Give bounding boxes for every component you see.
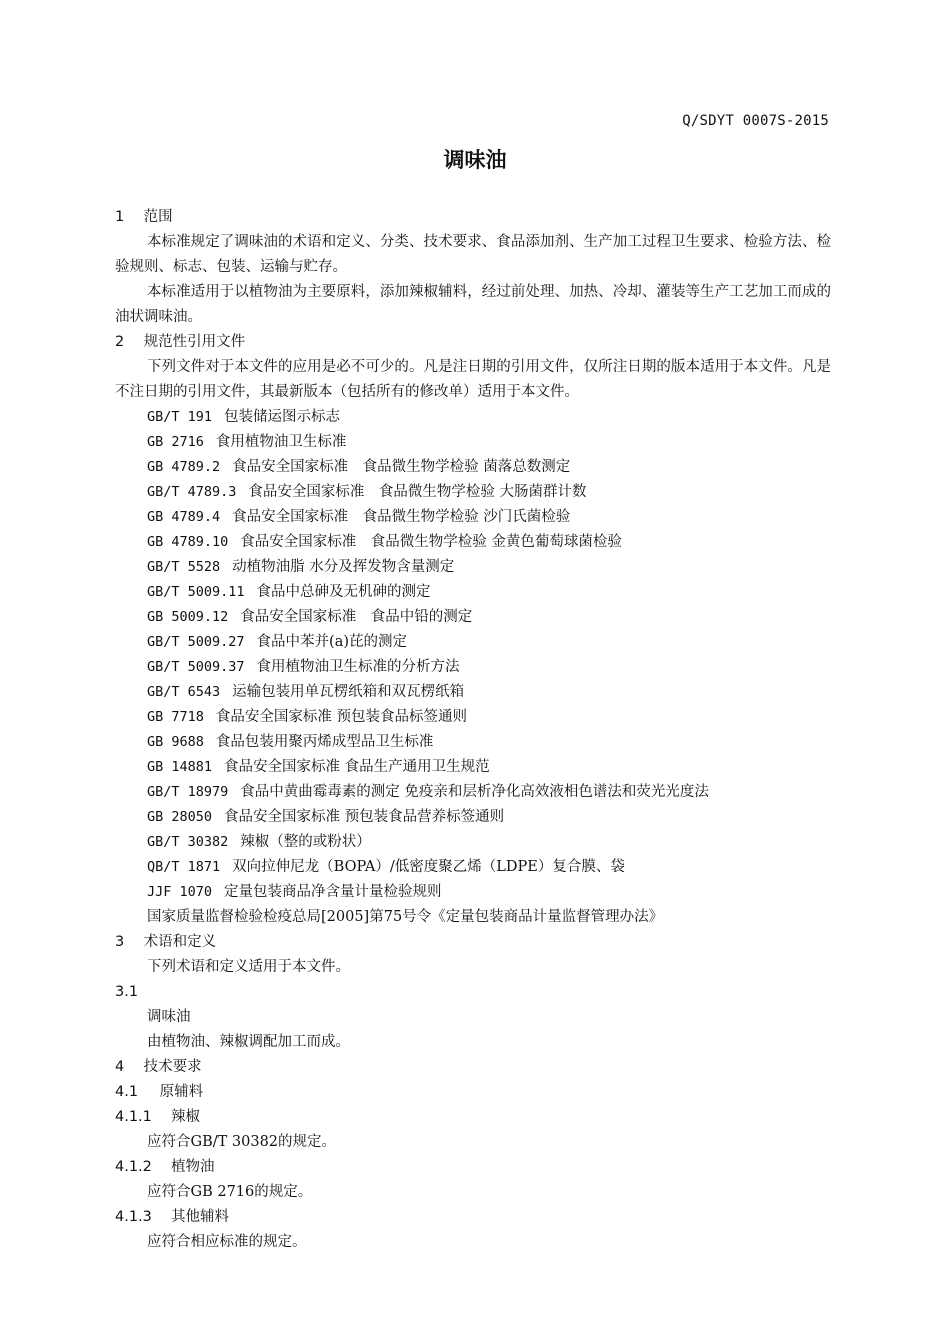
section-title: 规范性引用文件: [143, 334, 246, 350]
clause-heading: [115, 1155, 831, 1180]
standard-number: Q/SDYT 0007S-2015: [682, 113, 829, 129]
reference-code: GB/T 18979: [147, 784, 229, 800]
paragraph: 下列文件对于本文件的应用是必不可少的。凡是注日期的引用文件，仅所注日期的版本适用于本文件。凡是不注日期的引用文件，其最新版本（包括所有的修改单）适用于本文件。: [115, 359, 831, 400]
term-definition: 由植物油、辣椒调配加工而成。: [147, 1034, 350, 1050]
reference-title: 食品安全国家标准 食品微生物学检验 菌落总数测定: [232, 459, 571, 475]
reference-code: GB/T 30382: [147, 834, 229, 850]
section-number: 2: [115, 334, 125, 350]
reference-item: [115, 805, 831, 830]
reference-code: GB 14881: [147, 759, 213, 775]
clause-text: 应符合GB/T 30382的规定。: [147, 1134, 337, 1150]
reference-item: [115, 455, 831, 480]
reference-item: [115, 530, 831, 555]
reference-item: [115, 430, 831, 455]
reference-item: [115, 605, 831, 630]
reference-item: [115, 855, 831, 880]
reference-title: 食品安全国家标准 预包装食品标签通则: [215, 709, 468, 725]
clause-title: 其他辅料: [171, 1209, 229, 1225]
reference-title: 动植物油脂 水分及挥发物含量测定: [232, 559, 455, 575]
reference-title: 食用植物油卫生标准: [215, 434, 347, 450]
section-heading: [115, 330, 831, 355]
clause-number: 4.1.2: [115, 1159, 152, 1175]
section-title: 技术要求: [143, 1059, 202, 1075]
reference-title: 食品安全国家标准 食品微生物学检验 大肠菌群计数: [248, 484, 587, 500]
reference-item: [115, 580, 831, 605]
reference-title: 辣椒（整的或粉状）: [240, 834, 371, 850]
reference-item: [115, 405, 831, 430]
document-body: [115, 205, 831, 1255]
reference-code: QB/T 1871: [147, 859, 221, 875]
reference-title: 食品安全国家标准 预包装食品营养标签通则: [224, 809, 505, 825]
reference-title: 食品安全国家标准 食品微生物学检验 沙门氏菌检验: [232, 509, 571, 525]
reference-title: 食品安全国家标准 食品中铅的测定: [240, 609, 473, 625]
section-heading: [115, 1055, 831, 1080]
term-name: 调味油: [147, 1009, 191, 1025]
paragraph: 本标准规定了调味油的术语和定义、分类、技术要求、食品添加剂、生产加工过程卫生要求、检验方法、检验规则、标志、包装、运输与贮存。: [115, 234, 831, 275]
reference-code: GB 4789.4: [147, 509, 221, 525]
reference-title: 定量包装商品净含量计量检验规则: [224, 884, 442, 900]
reference-item: [115, 480, 831, 505]
reference-item: [115, 730, 831, 755]
reference-title: 食品中苯并(a)芘的测定: [256, 634, 408, 650]
reference-item: [115, 830, 831, 855]
reference-title: 食品安全国家标准 食品生产通用卫生规范: [224, 759, 490, 775]
reference-title: 双向拉伸尼龙（BOPA）/低密度聚乙烯（LDPE）复合膜、袋: [232, 859, 625, 875]
clause-number: 4.1.3: [115, 1209, 152, 1225]
subsection-number: 4.1: [115, 1084, 139, 1100]
reference-item: [115, 555, 831, 580]
reference-item: [115, 505, 831, 530]
reference-code: GB 4789.10: [147, 534, 229, 550]
reference-list: [115, 405, 831, 905]
reference-code: GB 28050: [147, 809, 213, 825]
document-title: 调味油: [443, 148, 507, 172]
clause-text: 应符合GB 2716的规定。: [147, 1184, 313, 1200]
reference-title: 食用植物油卫生标准的分析方法: [256, 659, 460, 675]
reference-code: GB/T 4789.3: [147, 484, 237, 500]
reference-code: GB 9688: [147, 734, 204, 750]
reference-code: GB/T 6543: [147, 684, 221, 700]
reference-item: [115, 630, 831, 655]
reference-code: GB/T 5009.11: [147, 584, 245, 600]
paragraph: 本标准适用于以植物油为主要原料，添加辣椒辅料，经过前处理、加热、冷却、灌装等生产工艺加工而成的油状调味油。: [115, 284, 831, 325]
reference-code: GB 7718: [147, 709, 204, 725]
subsection-title: 原辅料: [159, 1084, 204, 1100]
reference-code: JJF 1070: [147, 884, 213, 900]
section-number: 3: [115, 934, 125, 950]
reference-code: GB/T 191: [147, 409, 213, 425]
section-title: 术语和定义: [143, 934, 217, 950]
clause-heading: [115, 1205, 831, 1230]
reference-title: 食品包装用聚丙烯成型品卫生标准: [215, 734, 434, 750]
reference-code: GB 4789.2: [147, 459, 221, 475]
clause-text: 应符合相应标准的规定。: [147, 1234, 307, 1250]
clause-title: 植物油: [171, 1159, 215, 1175]
paragraph: 下列术语和定义适用于本文件。: [147, 959, 350, 975]
reference-item: [115, 680, 831, 705]
section-number: 1: [115, 209, 125, 225]
reference-code: GB 5009.12: [147, 609, 229, 625]
reference-item: [115, 705, 831, 730]
reference-code: GB/T 5009.27: [147, 634, 245, 650]
section-number: 4: [115, 1059, 125, 1075]
section-title: 范围: [143, 209, 173, 225]
reference-item: [115, 755, 831, 780]
clause-number: 4.1.1: [115, 1109, 152, 1125]
reference-code: GB 2716: [147, 434, 204, 450]
reference-title: 包装储运图示标志: [224, 409, 341, 425]
reference-item: [115, 655, 831, 680]
reference-item: [115, 880, 831, 905]
section-heading: [115, 205, 831, 230]
section-heading: [115, 930, 831, 955]
clause-title: 辣椒: [171, 1109, 200, 1125]
reference-item: [115, 780, 831, 805]
requirement-list: [115, 1105, 831, 1255]
reference-code: GB/T 5009.37: [147, 659, 245, 675]
reference-extra: 国家质量监督检验检疫总局[2005]第75号令《定量包装商品计量监督管理办法》: [147, 909, 664, 925]
clause-heading: [115, 1105, 831, 1130]
reference-code: GB/T 5528: [147, 559, 221, 575]
subsection-heading: [115, 1080, 831, 1105]
reference-title: 食品中黄曲霉毒素的测定 免疫亲和层析净化高效液相色谱法和荧光光度法: [240, 784, 709, 800]
reference-title: 食品中总砷及无机砷的测定: [256, 584, 431, 600]
term-number: 3.1: [115, 984, 139, 1000]
reference-title: 运输包装用单瓦楞纸箱和双瓦楞纸箱: [232, 684, 465, 700]
reference-title: 食品安全国家标准 食品微生物学检验 金黄色葡萄球菌检验: [240, 534, 622, 550]
